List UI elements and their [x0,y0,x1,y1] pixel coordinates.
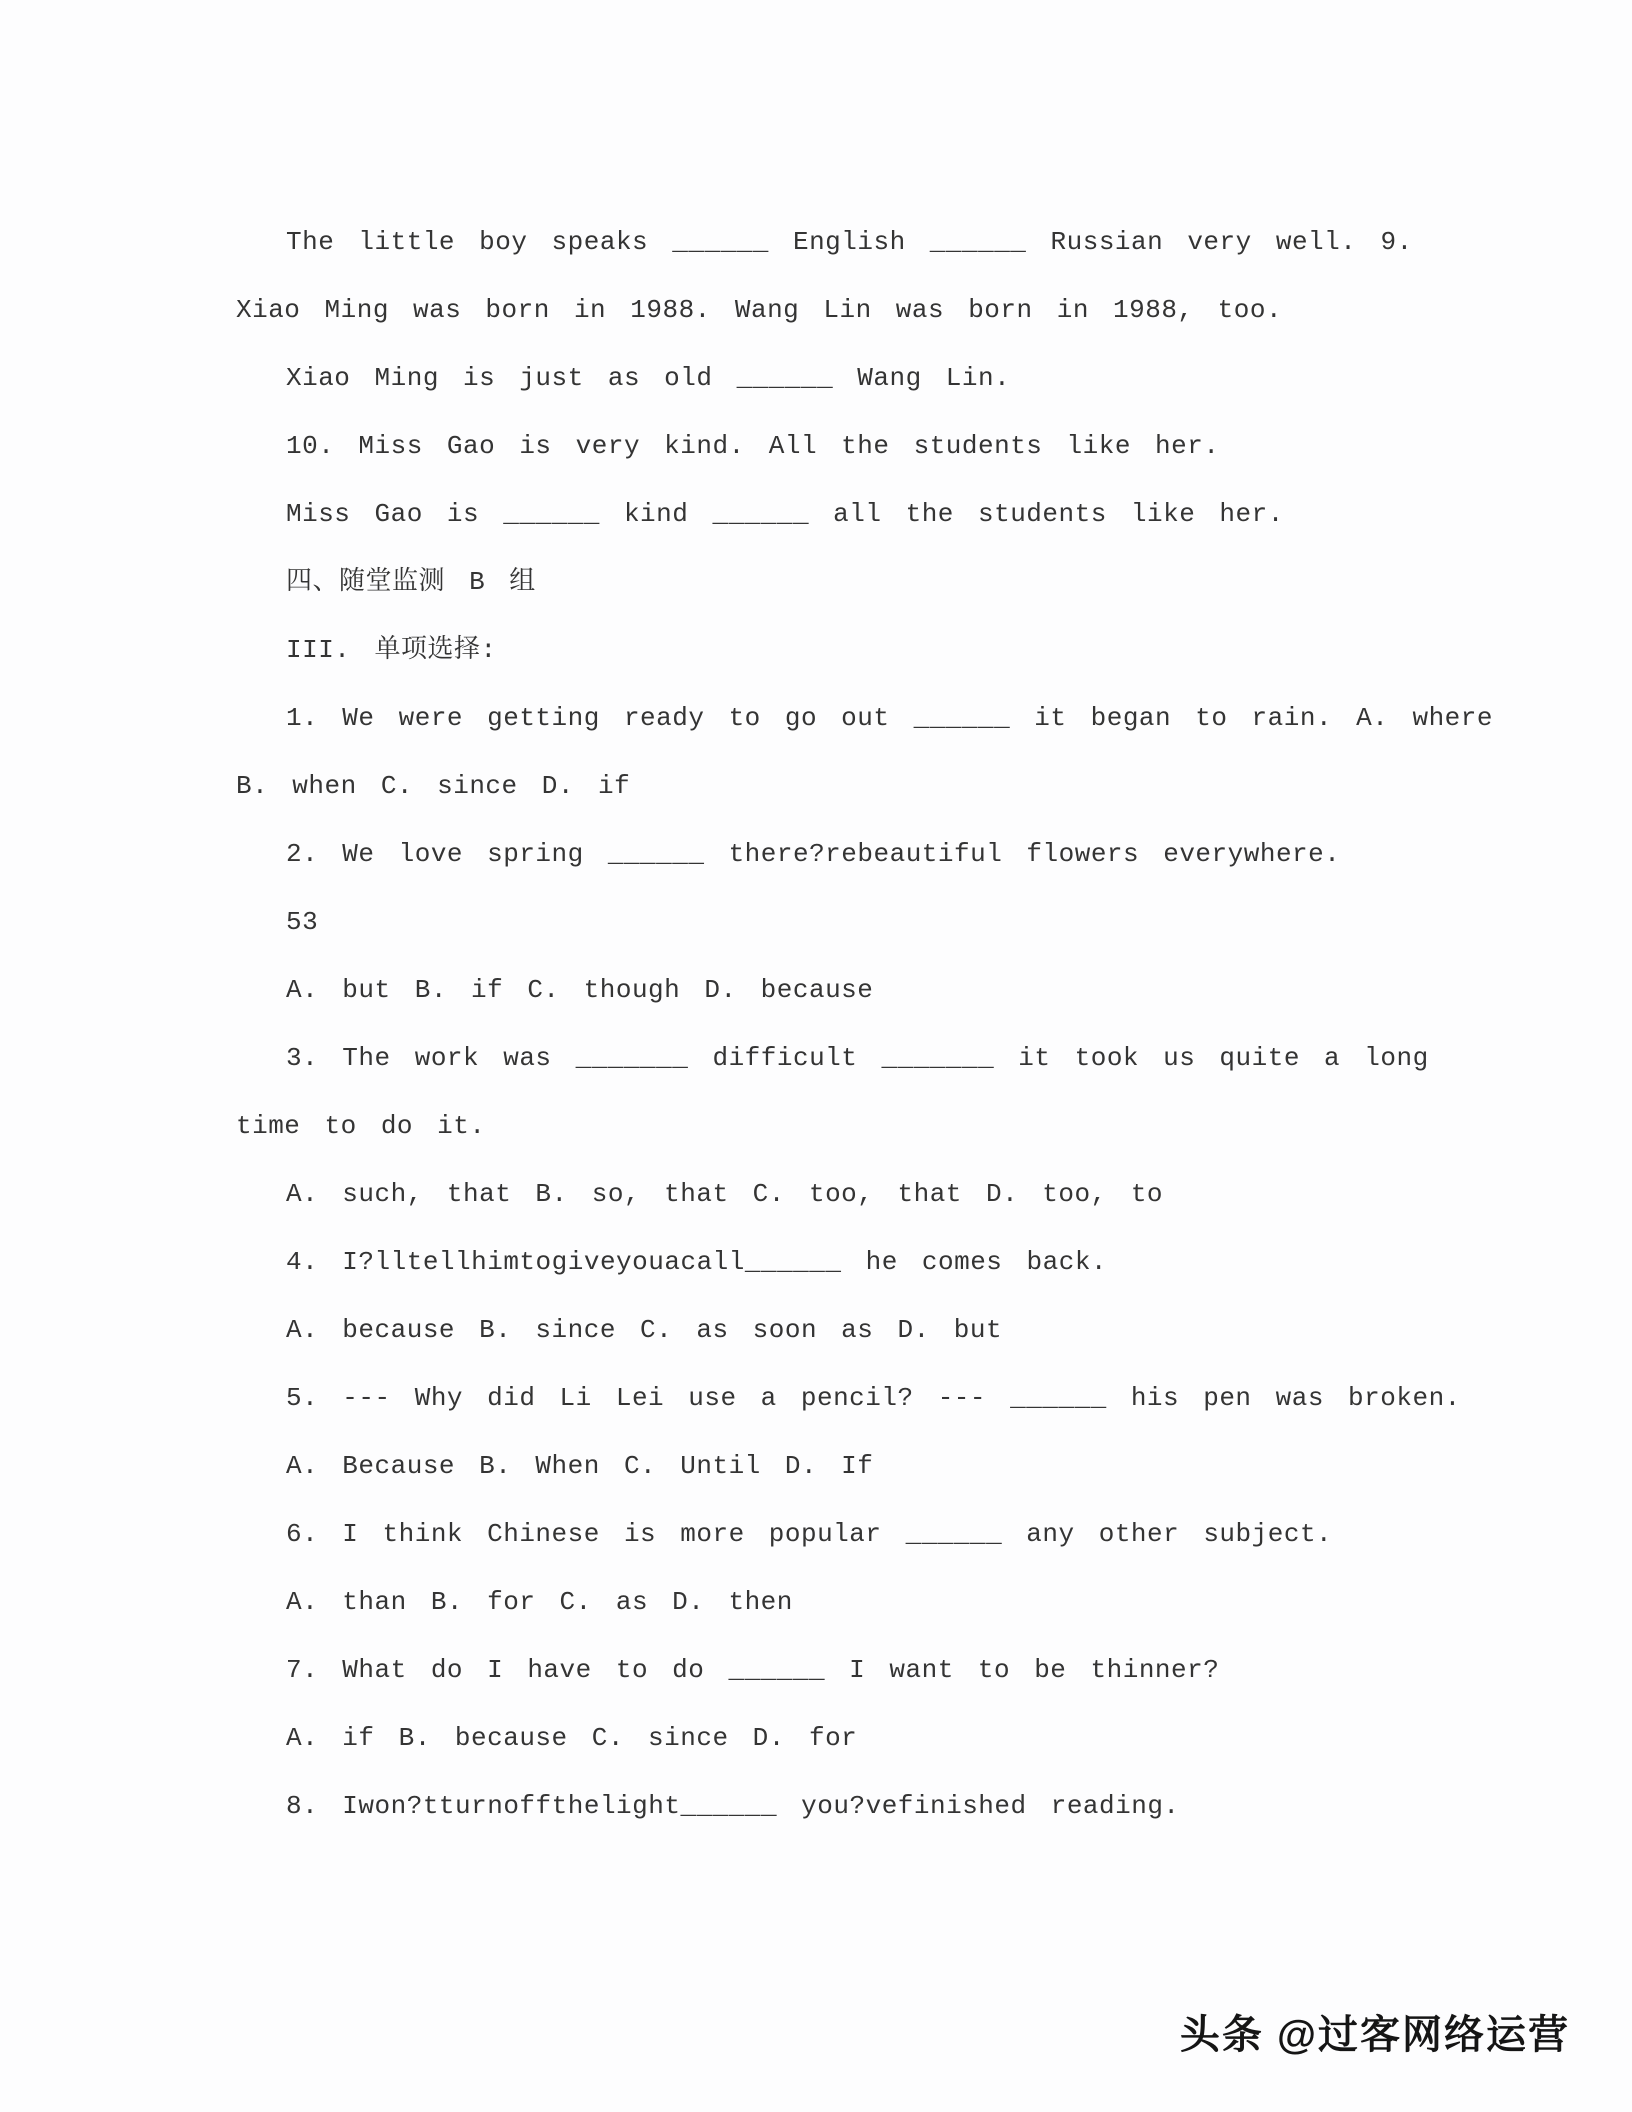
page-number: 53 [286,907,319,937]
watermark: 头条 @过客网络运营 [1179,2013,1570,2057]
text-line: A. Because B. When C. Until D. If [286,1451,874,1481]
text-line: 8. Iwon?tturnoffthelight______ you?vefinished reading. [286,1791,1180,1821]
text-line: A. if B. because C. since D. for [286,1723,858,1753]
text-line: 5. --- Why did Li Lei use a pencil? --- ______ his pen was broken. [286,1383,1461,1413]
text-line: 1. We were getting ready to go out ______ it began to rain. A. where [286,703,1493,733]
text-line: The little boy speaks ______ English ______ Russian very well. 9. [286,227,1413,257]
text-line: A. than B. for C. as D. then [286,1587,793,1617]
text-line: 4. I?lltellhimtogiveyouacall______ he comes back. [286,1247,1108,1277]
text-line: A. because B. since C. as soon as D. but [286,1315,1003,1345]
document-body [236,208,1512,1840]
text-line: 7. What do I have to do ______ I want to be thinner? [286,1655,1220,1685]
text-line: Xiao Ming was born in 1988. Wang Lin was born in 1988, too. [236,295,1283,325]
text-line: B. when C. since D. if [236,771,631,801]
text-line: 6. I think Chinese is more popular ______ any other subject. [286,1519,1333,1549]
text-line: 3. The work was _______ difficult _______ it took us quite a long [286,1043,1429,1073]
text-line: 10. Miss Gao is very kind. All the students like her. [286,431,1220,461]
section-heading: 四、随堂监测 B 组 [286,567,536,597]
text-line: Xiao Ming is just as old ______ Wang Lin. [286,363,1011,393]
text-line: Miss Gao is ______ kind ______ all the students like her. [286,499,1284,529]
section-heading: III. 单项选择: [286,635,497,665]
text-line: time to do it. [236,1111,486,1141]
text-line: A. but B. if C. though D. because [286,975,874,1005]
text-line: 2. We love spring ______ there?rebeautiful flowers everywhere. [286,839,1341,869]
text-line: A. such, that B. so, that C. too, that D. too, to [286,1179,1164,1209]
